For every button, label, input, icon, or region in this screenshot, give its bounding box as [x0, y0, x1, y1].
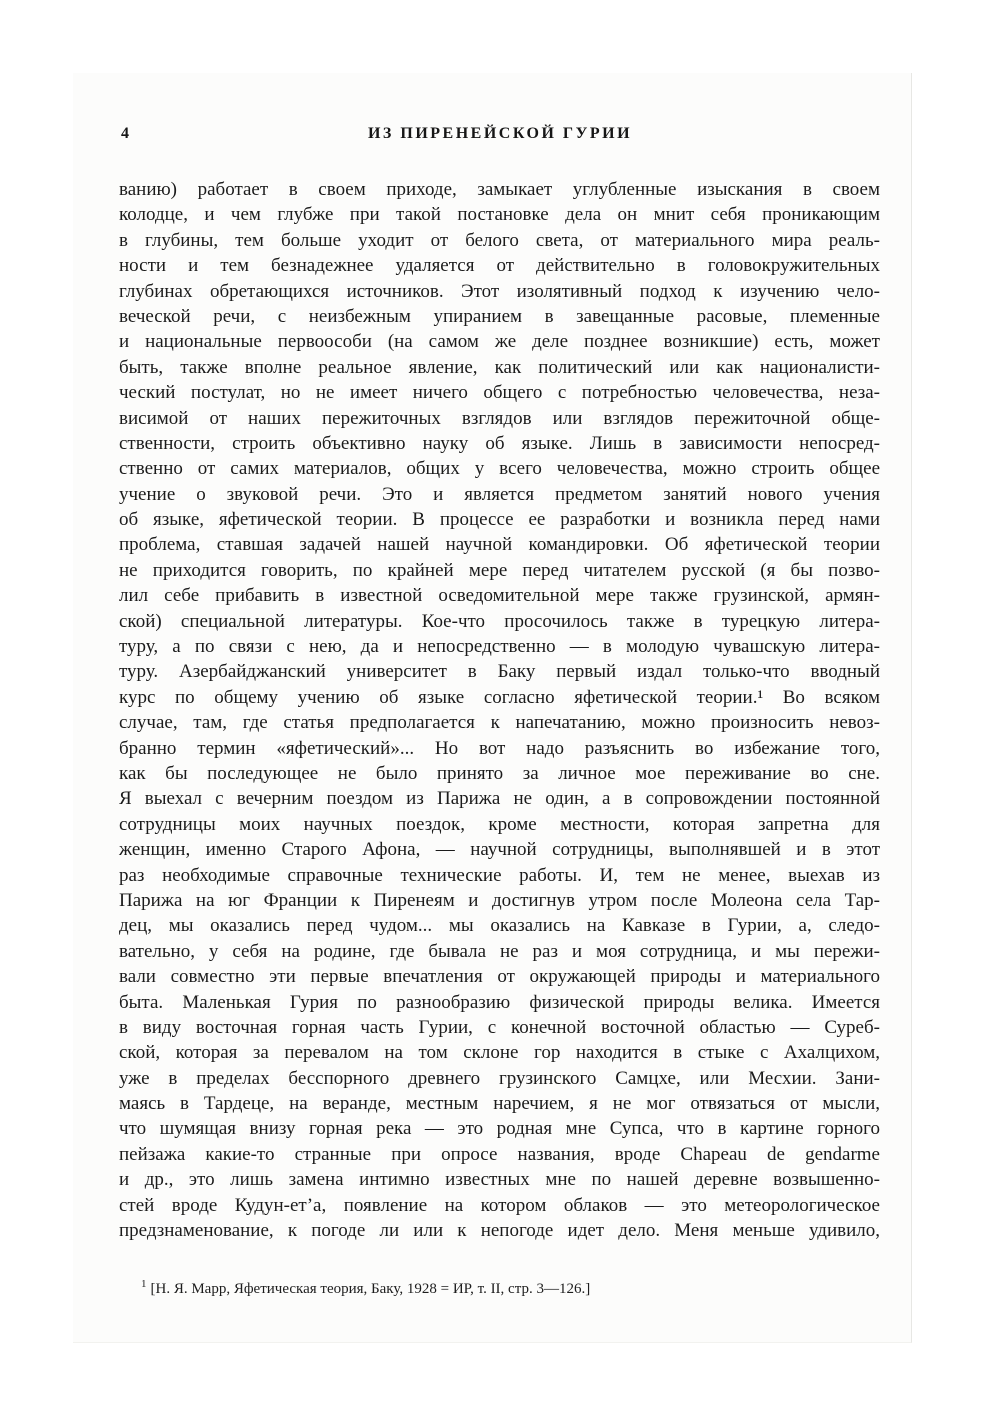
text-line: пейзажа какие-то странные при опросе названия, вроде Chapeau de gendarme [119, 1143, 880, 1165]
text-line: вательно, у себя на родине, где бывала не раз и моя сотрудница, и мы пережи- [119, 940, 880, 962]
text-line: туру. Азербайджанский университет в Баку первый издал только-что вводный [119, 661, 880, 683]
running-title: ИЗ ПИРЕНЕЙСКОЙ ГУРИИ [367, 125, 633, 142]
footnote-text: [Н. Я. Марр, Яфетическая теория, Баку, 1928 = ИР, т. II, стр. 3—126.] [150, 1281, 591, 1297]
footnote [141, 1274, 881, 1299]
text-line: ческий постулат, но не имеет ничего общего с потребностью человечества, неза- [119, 382, 880, 404]
text-line: быть, также вполне реальное явление, как политический или как националисти- [119, 356, 880, 378]
text-line: проблема, ставшая задачей нашей научной командировки. Об яфетической теории [119, 534, 880, 556]
text-line: женщин, именно Старого Афона, — научной сотрудницы, выполнявшей и в этот [119, 839, 880, 861]
text-line: уже в пределах бесспорного древнего грузинского Самцхе, или Месхии. Зани- [119, 1067, 880, 1089]
text-line: Я выехал с вечерним поездом из Парижа не один, а в сопровождении постоянной [119, 788, 880, 810]
page-number: 4 [121, 125, 129, 142]
text-line: Парижа на юг Франции к Пиренеям и достигнув утром после Молеона села Тар- [119, 889, 880, 911]
text-line: в глубины, тем больше уходит от белого света, от материального мира реаль- [119, 229, 880, 251]
text-line: туру, а по связи с нею, да и непосредственно — в молодую чувашскую литера- [119, 636, 880, 658]
text-line: дец, мы оказались перед чудом... мы оказались на Кавказе в Гурии, а, следо- [119, 915, 880, 937]
text-line: висимой от наших пережиточных взглядов или взглядов пережиточной обще- [119, 407, 880, 429]
text-line: колодце, и чем глубже при такой постановке дела он мнит себя проникающим [119, 204, 880, 226]
text-line: глубинах обретающихся источников. Этот изолятивный подход к изучению чело- [119, 280, 880, 302]
body-text [119, 177, 880, 1243]
text-line: ственно от самих материалов, общих у всего человечества, можно строить общее [119, 458, 880, 480]
text-line: и национальные первоособи (на самом же деле позднее возникшие) есть, может [119, 331, 880, 353]
text-line: лил себе прибавить в известной осведомительной мере также грузинской, армян- [119, 585, 880, 607]
text-line: и др., это лишь замена интимно известных мне по нашей деревне возвышенно- [119, 1169, 880, 1191]
text-line: вали совместно эти первые впечатления от окружающей природы и материального [119, 966, 880, 988]
text-line: сотрудницы моих научных поездок, кроме местности, которая запретна для [119, 813, 880, 835]
text-line: случае, там, где статья предполагается к напечатанию, можно произносить невоз- [119, 712, 880, 734]
text-line: маясь в Тардеце, на веранде, местным наречием, я не мог отвязаться от мысли, [119, 1093, 880, 1115]
text-line: об языке, яфетической теории. В процессе ее разработки и возникла перед нами [119, 509, 880, 531]
text-line: как бы последующее не было принято за личное мое переживание во сне. [119, 762, 880, 784]
text-line: веческой речи, с неизбежным упиранием в завещанные расовые, племенные [119, 305, 880, 327]
text-line: ности и тем безнадежнее удаляется от действительно в головокружительных [119, 255, 880, 277]
text-line: в виду восточная горная часть Гурии, с конечной восточной областью — Суреб- [119, 1016, 880, 1038]
text-line: ственности, строить объективно науку об языке. Лишь в зависимости непосред- [119, 432, 880, 454]
text-line: учение о звуковой речи. Это и является предметом занятий нового учения [119, 483, 880, 505]
text-line: бранно термин «яфетический»... Но вот надо разъяснить во избежание того, [119, 737, 880, 759]
text-line: быта. Маленькая Гурия по разнообразию физической природы велика. Имеется [119, 991, 880, 1013]
text-line: ванию) работает в своем приходе, замыкает углубленные изыскания в своем [119, 179, 880, 200]
text-line: ской) специальной литературы. Кое-что просочилось также в турецкую литера- [119, 610, 880, 632]
text-line: ской, которая за перевалом на том склоне гор находится в стыке с Ахалцихом, [119, 1042, 880, 1064]
text-line: не приходится говорить, по крайней мере перед читателем русской (я бы позво- [119, 559, 880, 581]
text-line: что шумящая внизу горная река — это родная мне Супса, что в картине горного [119, 1118, 880, 1140]
text-line: курс по общему учению об языке согласно яфетической теории.¹ Во всяком [119, 686, 880, 708]
footnote-marker: 1 [141, 1278, 147, 1290]
text-line: стей вроде Кудун-ет’а, появление на котором облаков — это метеорологическое [119, 1194, 880, 1216]
text-line: раз необходимые справочные технические работы. И, тем не менее, выехав из [119, 864, 880, 886]
text-line: предзнаменование, к погоде ли или к непогоде идет дело. Меня меньше удивило, [119, 1220, 880, 1242]
